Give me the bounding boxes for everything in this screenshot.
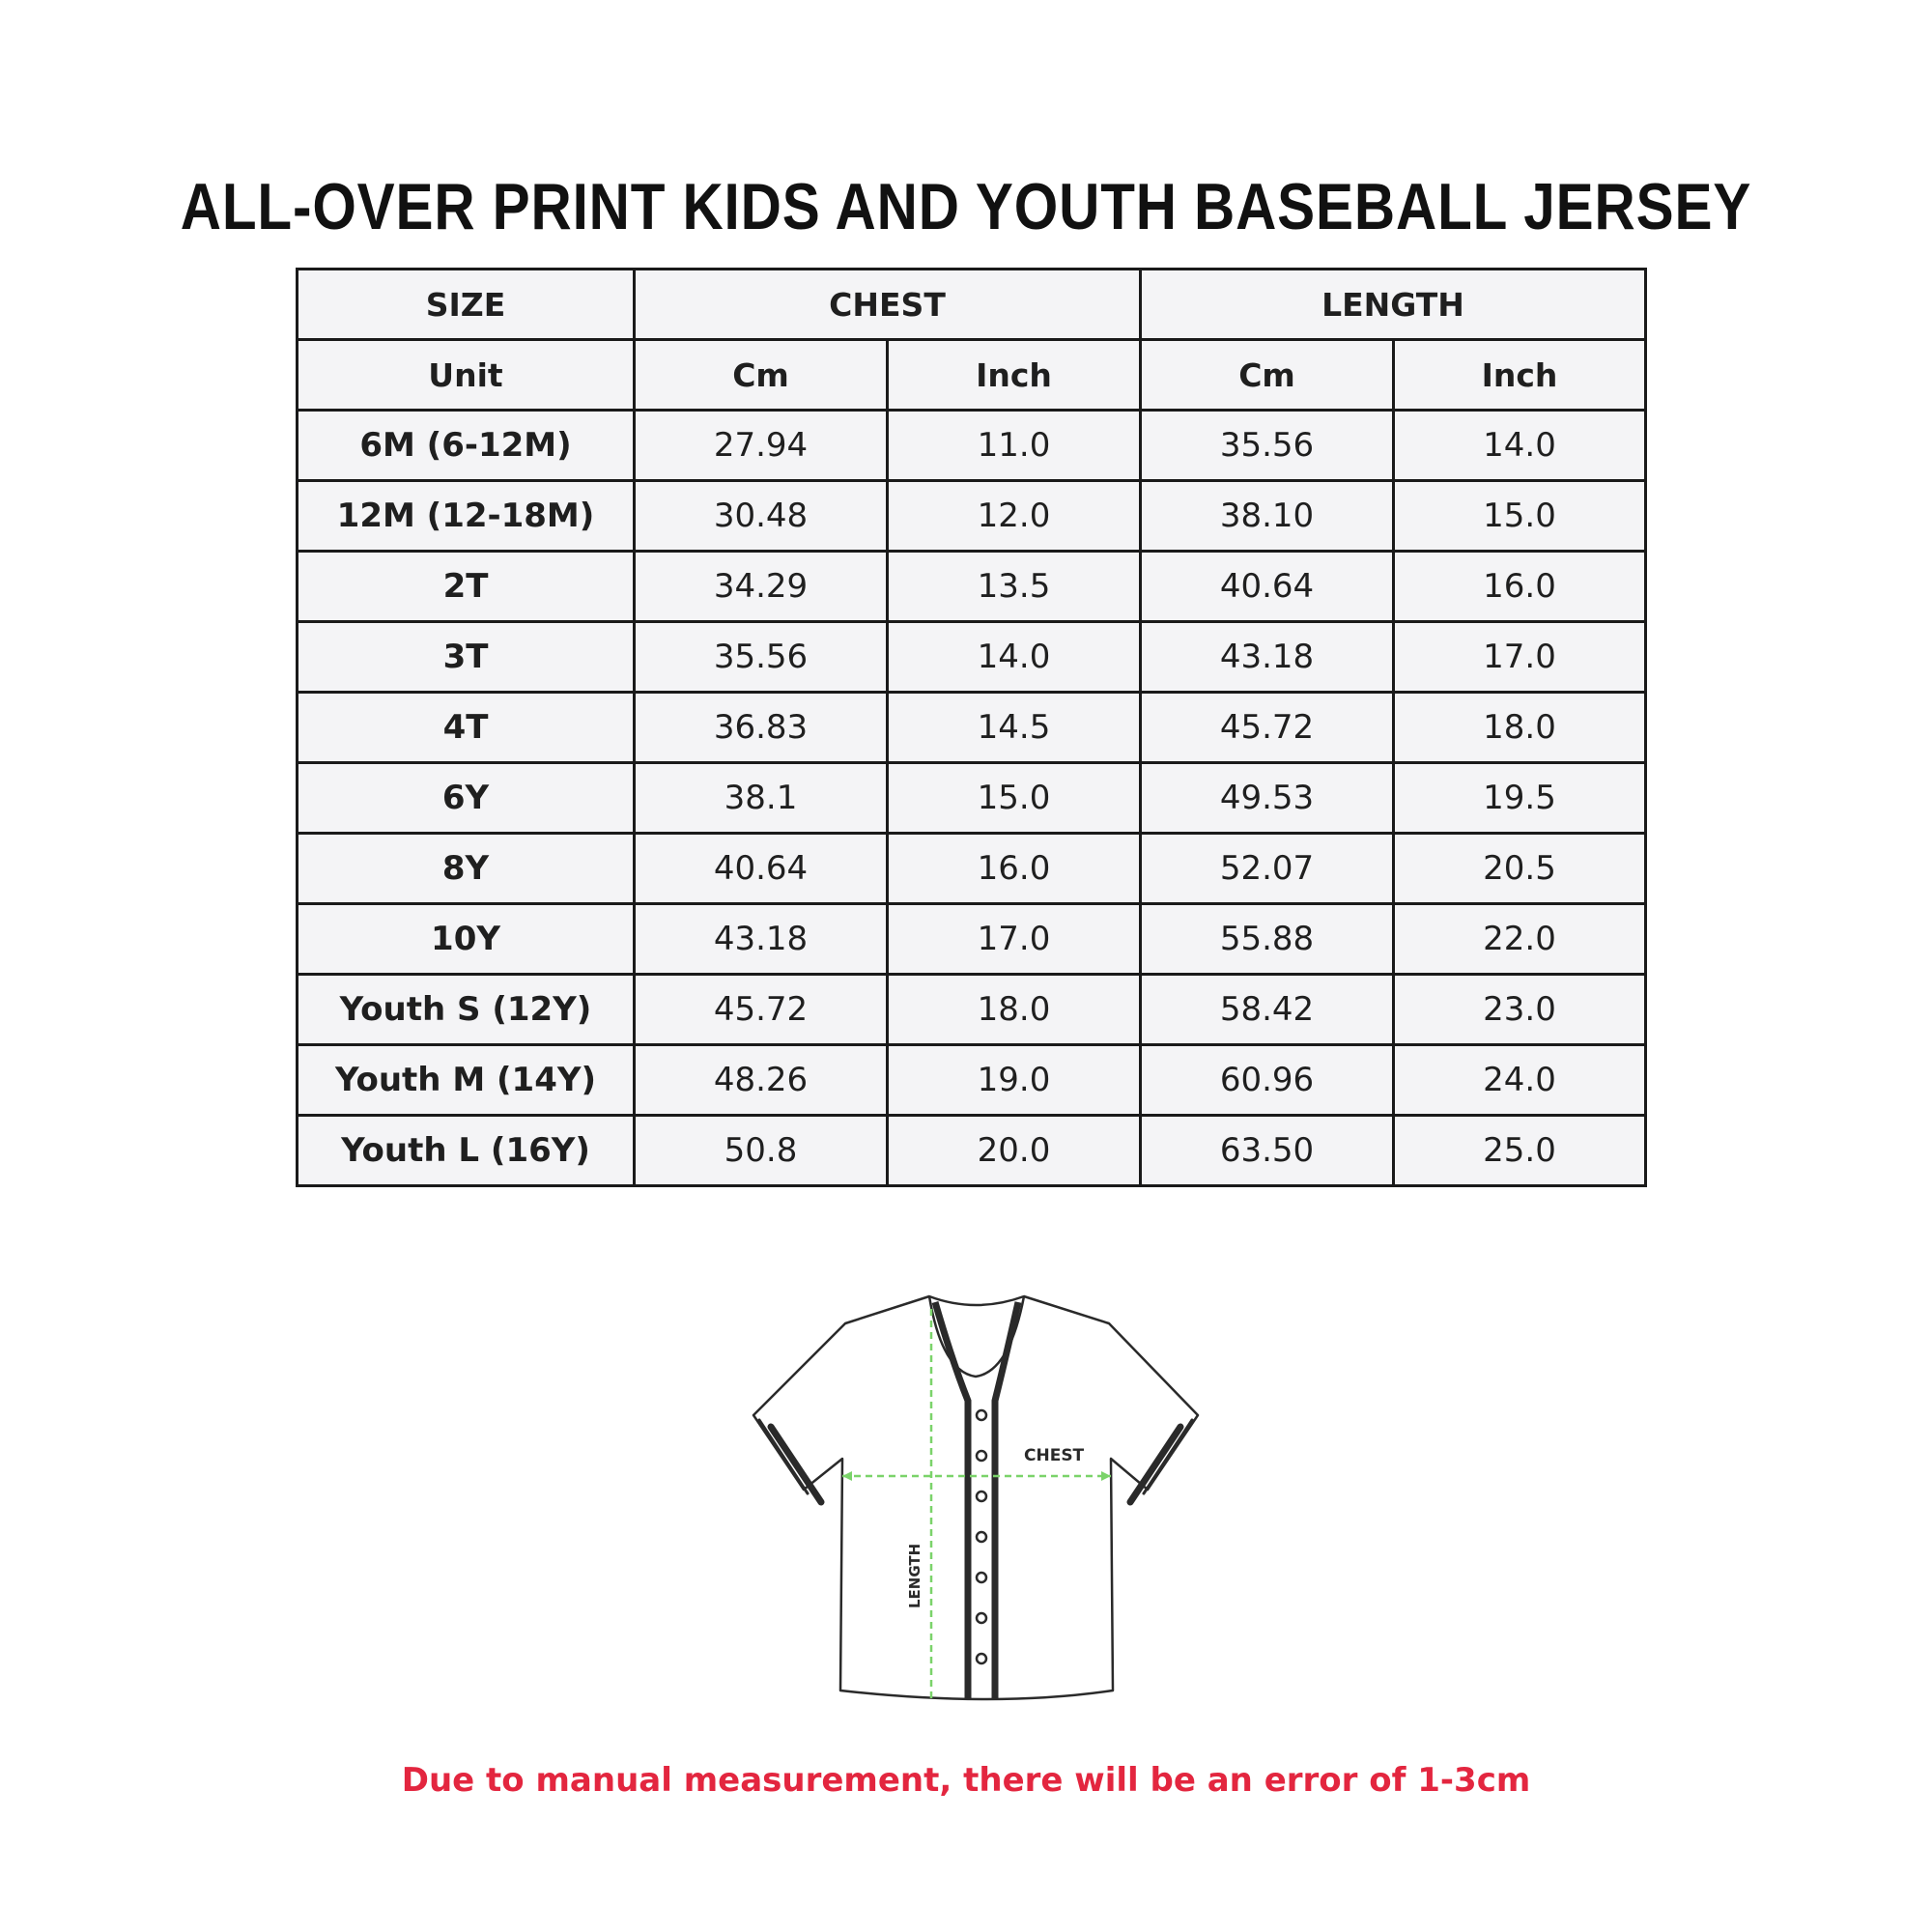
chest-inch-cell: 16.0 [888,834,1141,904]
chest-cm-cell: 30.48 [635,481,888,552]
unit-length-cm: Cm [1141,340,1394,411]
length-inch-cell: 18.0 [1394,693,1646,763]
size-cell: 12M (12-18M) [298,481,635,552]
unit-label: Unit [298,340,635,411]
size-cell: Youth S (12Y) [298,975,635,1045]
chest-label: CHEST [1024,1446,1085,1465]
length-cm-cell: 38.10 [1141,481,1394,552]
size-cell: 2T [298,552,635,622]
chest-cm-cell: 34.29 [635,552,888,622]
table-row [298,904,1646,975]
chest-inch-cell: 18.0 [888,975,1141,1045]
length-inch-cell: 15.0 [1394,481,1646,552]
chest-cm-cell: 35.56 [635,622,888,693]
length-inch-cell: 14.0 [1394,411,1646,481]
length-inch-cell: 19.5 [1394,763,1646,834]
length-cm-cell: 58.42 [1141,975,1394,1045]
table-row [298,763,1646,834]
table-row [298,1116,1646,1186]
chest-inch-cell: 11.0 [888,411,1141,481]
length-inch-cell: 22.0 [1394,904,1646,975]
table-row [298,552,1646,622]
chest-inch-cell: 14.5 [888,693,1141,763]
length-cm-cell: 55.88 [1141,904,1394,975]
size-cell: 8Y [298,834,635,904]
page-title: ALL-OVER PRINT KIDS AND YOUTH BASEBALL JERSEY [180,170,1752,243]
length-cm-cell: 63.50 [1141,1116,1394,1186]
table-row [298,622,1646,693]
chest-inch-cell: 19.0 [888,1045,1141,1116]
unit-length-inch: Inch [1394,340,1646,411]
chest-cm-cell: 38.1 [635,763,888,834]
length-label: LENGTH [906,1543,923,1608]
length-cm-cell: 35.56 [1141,411,1394,481]
length-inch-cell: 20.5 [1394,834,1646,904]
jersey-diagram [715,1285,1236,1710]
size-cell: 3T [298,622,635,693]
header-length: LENGTH [1141,270,1646,340]
unit-chest-cm: Cm [635,340,888,411]
size-cell: 6M (6-12M) [298,411,635,481]
chest-inch-cell: 14.0 [888,622,1141,693]
chest-cm-cell: 48.26 [635,1045,888,1116]
chest-inch-cell: 15.0 [888,763,1141,834]
table-row [298,481,1646,552]
table-row [298,411,1646,481]
length-cm-cell: 49.53 [1141,763,1394,834]
table-row [298,1045,1646,1116]
chest-inch-cell: 13.5 [888,552,1141,622]
length-cm-cell: 60.96 [1141,1045,1394,1116]
length-cm-cell: 45.72 [1141,693,1394,763]
header-chest: CHEST [635,270,1141,340]
chest-inch-cell: 12.0 [888,481,1141,552]
length-inch-cell: 23.0 [1394,975,1646,1045]
chest-cm-cell: 43.18 [635,904,888,975]
chest-cm-cell: 50.8 [635,1116,888,1186]
header-size: SIZE [298,270,635,340]
size-cell: 6Y [298,763,635,834]
length-inch-cell: 25.0 [1394,1116,1646,1186]
length-cm-cell: 52.07 [1141,834,1394,904]
chest-cm-cell: 45.72 [635,975,888,1045]
length-inch-cell: 17.0 [1394,622,1646,693]
chest-cm-cell: 27.94 [635,411,888,481]
size-cell: 10Y [298,904,635,975]
chest-cm-cell: 36.83 [635,693,888,763]
measurement-note: Due to manual measurement, there will be an error of 1-3cm [401,1761,1531,1800]
table-row [298,693,1646,763]
size-cell: Youth M (14Y) [298,1045,635,1116]
length-inch-cell: 16.0 [1394,552,1646,622]
size-cell: Youth L (16Y) [298,1116,635,1186]
unit-chest-inch: Inch [888,340,1141,411]
chest-inch-cell: 20.0 [888,1116,1141,1186]
table-header-row [298,270,1646,340]
size-chart-table [296,268,1647,1187]
length-cm-cell: 40.64 [1141,552,1394,622]
chest-inch-cell: 17.0 [888,904,1141,975]
size-cell: 4T [298,693,635,763]
length-cm-cell: 43.18 [1141,622,1394,693]
length-inch-cell: 24.0 [1394,1045,1646,1116]
table-unit-row [298,340,1646,411]
table-row [298,975,1646,1045]
table-row [298,834,1646,904]
chest-cm-cell: 40.64 [635,834,888,904]
